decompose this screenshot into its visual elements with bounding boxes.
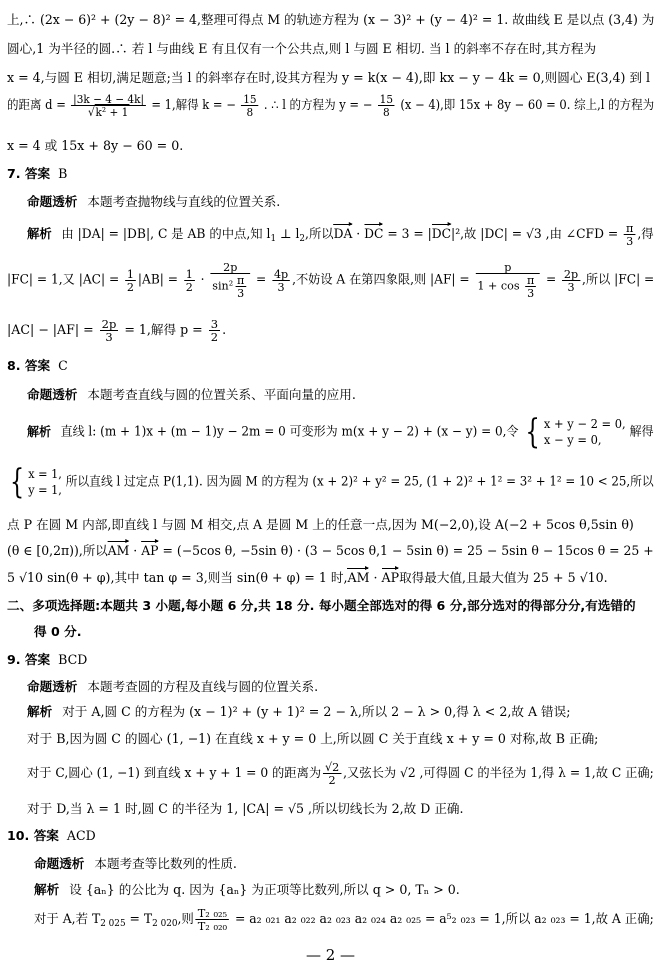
page-number: — 2 — [305, 946, 356, 964]
q9-analysis-1: 解析 对于 A,圆 C 的方程为 (x − 1)² + (y + 1)² = 2 − λ,所以 2 − λ > 0,得 λ < 2,故 A 错误; [27, 704, 571, 719]
q8-analysis-1: 解析 直线 l: (m + 1)x + (m − 1)y − 2m = 0 可变形为 m(x + y − 2) + (x − y) = 0,令 { x + y − 2 = 0, x − y = 0, 解得 [27, 412, 654, 452]
q10-analysis-1: 解析 设 {aₙ} 的公比为 q. 因为 {aₙ} 为正项等比数列,所以 q > 0, Tₙ > 0. [34, 882, 460, 897]
q8-analysis-5: 5 √10 sin(θ + φ),其中 tan φ = 3,则当 sin(θ + φ) = 1 时,AM · AP取得最大值,且最大值为 25 + 5 √10. [7, 570, 608, 585]
q9-answer: 9. 答案 BCD [7, 652, 88, 667]
q9-analysis-3: 对于 C,圆心 (1, −1) 到直线 x + y + 1 = 0 的距离为 $\frac{√2}{2}$ ,又弦长为 √2 ,可得圆 C 的半径为 1,得 λ = 1,故 C 正确; [27, 760, 654, 788]
k-fraction-2: $\frac{15}{8}$ [379, 92, 394, 120]
q8-analysis-4: (θ ∈ [0,2π)),所以AM · AP = (−5cos θ, −5sin θ) · (3 − 5cos θ,1 − 5sin θ) = 25 − 5sin θ − 15cos θ = 25 + [7, 543, 654, 558]
section-2-heading: 二、多项选择题:本题共 3 小题,每小题 6 分,共 18 分. 每小题全部选对的得 6 分,部分选对的得部分分,有选错的 [7, 598, 636, 613]
q7-analysis-1: 解析 由 |DA| = |DB|, C 是 AB 的中点,知 $l_1$ ⊥ $l_2$,所以DA · DC = 3 = |DC|²,故 |DC| = √3 ,由 ∠CFD = $\frac{\pi}{3}$ ,得 [27, 221, 654, 249]
q8-answer: 8. 答案 C [7, 358, 68, 373]
q10-topic: 命题透析 本题考查等比数列的性质. [34, 856, 237, 871]
q9-topic: 命题透析 本题考查圆的方程及直线与圆的位置关系. [27, 679, 319, 694]
q7-analysis-2: |FC| = 1,又 |AC| = $\frac{1}{2}$ |AB| = $\frac{1}{2}$ · 2p sin² $\frac{\pi}{3}$ = $\frac{4p}{3}$ ,不妨设 A 在第四象限,则 |AF| = p 1 + cos $\frac{\pi}{3}$ = $\frac{2p}{3}$ ,所以 |FC| = [7, 260, 655, 301]
q10-answer: 10. 答案 ACD [7, 828, 96, 843]
q9-analysis-4: 对于 D,当 λ = 1 时,圆 C 的半径为 1, |CA| = √5 ,所以切线长为 2,故 D 正确. [27, 801, 464, 816]
distance-fraction: $\frac{|3k - 4 - 4k|}{\text{√k² + 1}}$ [73, 92, 145, 120]
q8-topic: 命题透析 本题考查直线与圆的位置关系、平面向量的应用. [27, 387, 356, 402]
q10-analysis-2: 对于 A,若 $T_{2 025} = T_{2 020}$,则 $\frac{\text{T₂ ₀₂₅}}{\text{T₂ ₀₂₀}}$ = a₂ ₀₂₁ a₂ ₀₂₂ a₂ ₀₂₃ a₂ ₀₂₄ a₂ ₀₂₅ = a⁵₂ ₀₂₃ = 1,所以 a₂ ₀₂₃ = 1,故 A 正确; [34, 906, 654, 934]
q7-topic: 命题透析 本题考查抛物线与直线的位置关系. [27, 194, 281, 209]
q7-analysis-3: |AC| − |AF| = $\frac{2p}{3}$ = 1,解得 p = $\frac{3}{2}$ . [7, 317, 227, 345]
p6-line-1: 上,∴ (2x − 6)² + (2y − 8)² = 4,整理可得点 M 的轨迹方程为 (x − 3)² + (y − 4)² = 1. 故曲线 E 是以点 (3,4) 为 [7, 12, 655, 27]
section-2-heading-2: 得 0 分. [34, 624, 82, 639]
p6-line-2: 圆心,1 为半径的圆.∴ 若 l 与曲线 E 有且仅有一个公共点,则 l 与圆 E 相切. 当 l 的斜率不存在时,其方程为 [7, 41, 597, 56]
p6-line-4: 的距离 d = $\frac{|3k - 4 - 4k|}{\text{√k² + 1}}$ = 1,解得 k = − $\frac{15}{8}$ . ∴ l 的方程为 y = − $\frac{15}{8}$ (x − 4),即 15x + 8y − 60 = 0. 综上,l 的方程为 [7, 92, 655, 120]
q7-answer: 7. 答案 B [7, 166, 68, 181]
q9-analysis-2: 对于 B,因为圆 C 的圆心 (1, −1) 在直线 x + y = 0 上,所以圆 C 关于直线 x + y = 0 对称,故 B 正确; [27, 731, 599, 746]
k-fraction: $\frac{15}{8}$ [243, 92, 257, 120]
p6-line-3: x = 4,与圆 E 相切,满足题意;当 l 的斜率存在时,设其方程为 y = k(x − 4),即 kx − y − 4k = 0,则圆心 E(3,4) 到 l [7, 70, 651, 85]
q8-analysis-2: { x = 1, y = 1, 所以直线 l 过定点 P(1,1). 因为圆 M 的方程为 (x + 2)² + y² = 25, (1 + 2)² + 1² = 3² + 1² = 10 < 25,所以 [10, 462, 654, 502]
p6-line-5: x = 4 或 15x + 8y − 60 = 0. [7, 138, 184, 153]
q8-analysis-3: 点 P 在圆 M 内部,即直线 l 与圆 M 相交,点 A 是圆 M 上的任意一点,因为 M(−2,0),设 A(−2 + 5cos θ,5sin θ) [7, 517, 634, 532]
